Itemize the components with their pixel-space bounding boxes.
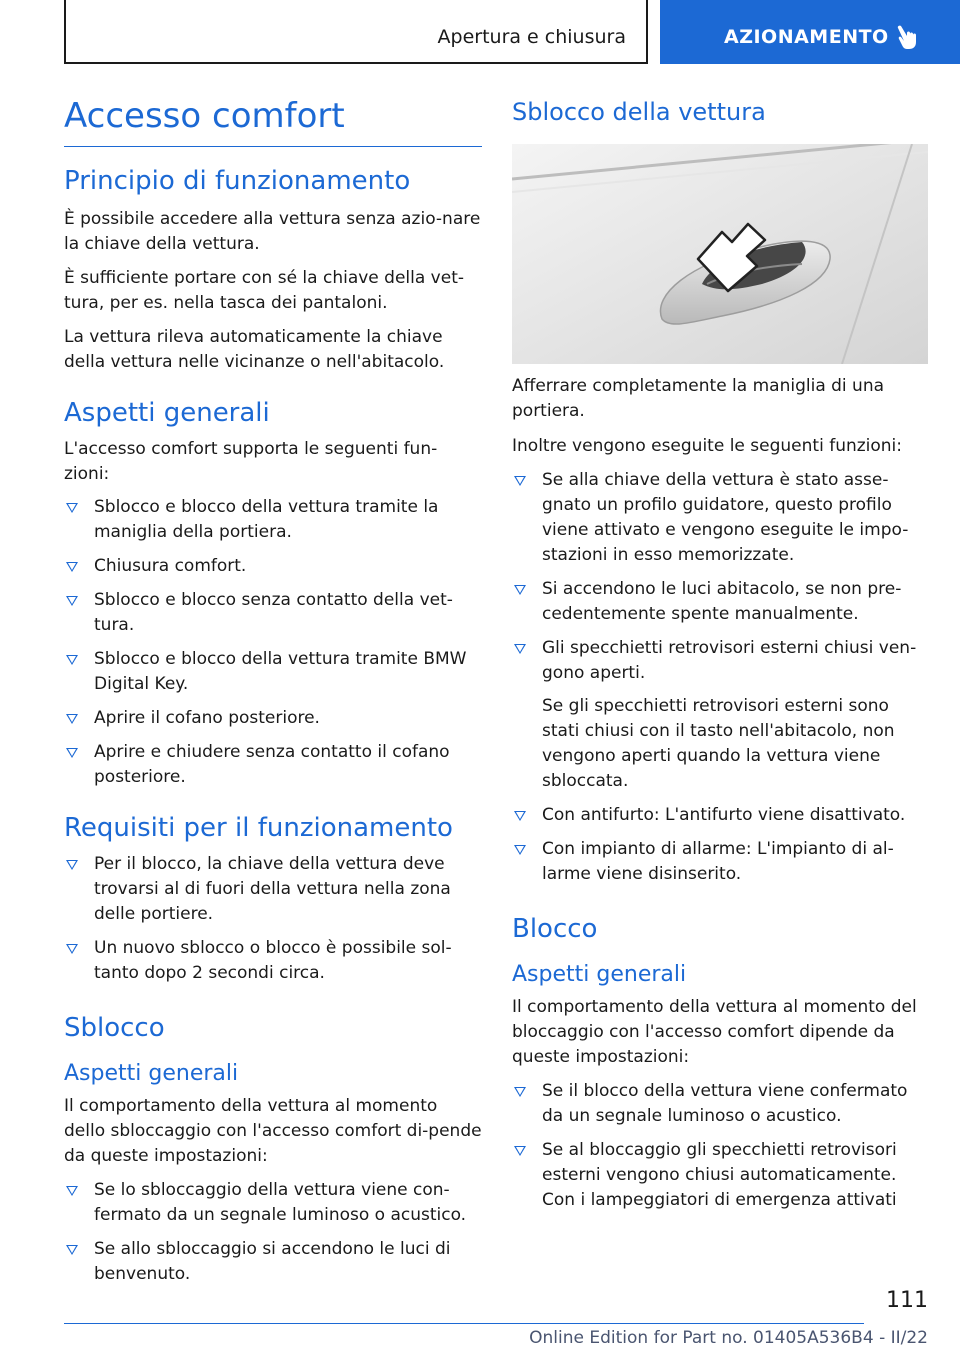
list-item: Aprire il cofano posteriore.	[64, 706, 482, 731]
header-section-box	[64, 0, 648, 64]
list-item: Se allo sbloccaggio si accendono le luci di benvenuto.	[64, 1237, 482, 1287]
list-item: Per il blocco, la chiave della vettura deve trovarsi al di fuori della vettura nella zona delle portiere.	[64, 852, 482, 927]
triangle-bullet-icon	[66, 655, 78, 665]
triangle-bullet-icon	[66, 748, 78, 758]
mirror-note: Se gli specchietti retrovisori esterni sono stati chiusi con il tasto nell'abitacolo, non vengono aperti quando la vettura viene sbloccata.	[542, 696, 895, 791]
list-item: Aprire e chiudere senza contatto il cofano posteriore.	[64, 740, 482, 790]
list-item: Gli specchietti retrovisori esterni chiusi ven-gono aperti.	[512, 636, 930, 686]
list-item: Se lo sbloccaggio della vettura viene con-fermato da un segnale luminoso o acustico.	[64, 1178, 482, 1228]
right-column	[512, 96, 930, 1213]
left-column	[64, 96, 482, 1287]
principle-paragraph-2: È sufficiente portare con sé la chiave della vet-tura, per es. nella tasca dei pantaloni.	[64, 268, 464, 313]
triangle-bullet-icon	[514, 1087, 526, 1097]
triangle-bullet-icon	[514, 811, 526, 821]
list-item: Se alla chiave della vettura è stato asse-gnato un profilo guidatore, questo profilo viene attivato e vengono eseguite le impo-stazioni in esso memorizzate.	[512, 468, 930, 568]
photo-caption: Afferrare completamente la maniglia di una portiera.	[512, 376, 885, 421]
lock-list	[512, 1079, 930, 1213]
lock-intro: Il comportamento della vettura al momento del bloccaggio con l'accesso comfort dipende da queste impostazioni:	[512, 997, 917, 1067]
triangle-bullet-icon	[66, 944, 78, 954]
list-item: Chiusura comfort.	[64, 554, 482, 579]
list-item: Si accendono le luci abitacolo, se non pre-cedentemente spente manualmente.	[512, 577, 930, 627]
general-intro: L'accesso comfort supporta le seguenti fun-zioni:	[64, 439, 438, 484]
lock-heading: Blocco	[512, 914, 598, 944]
page-number: 111	[886, 1288, 928, 1313]
unlock-subheading: Aspetti generali	[64, 1061, 239, 1086]
unlock-heading: Sblocco	[64, 1013, 165, 1043]
list-item: Con antifurto: L'antifurto viene disattivato.	[512, 803, 930, 828]
list-item: Con impianto di allarme: L'impianto di al-larme viene disinserito.	[512, 837, 930, 887]
features-list	[64, 495, 482, 790]
footer-divider	[64, 1323, 864, 1324]
triangle-bullet-icon	[66, 1245, 78, 1255]
triangle-bullet-icon	[66, 1186, 78, 1196]
unlock-list	[64, 1178, 482, 1287]
principle-heading: Principio di funzionamento	[64, 166, 411, 196]
list-item: Sblocco e blocco della vettura tramite la maniglia della portiera.	[64, 495, 482, 545]
unlock-vehicle-heading: Sblocco della vettura	[512, 98, 766, 126]
functions-list-2	[512, 803, 930, 887]
list-item: Se il blocco della vettura viene confermato da un segnale luminoso o acustico.	[512, 1079, 930, 1129]
page-title: Accesso comfort	[64, 96, 482, 147]
triangle-bullet-icon	[66, 860, 78, 870]
triangle-bullet-icon	[66, 714, 78, 724]
unlock-intro: Il comportamento della vettura al momento dello sbloccaggio con l'accesso comfort di-pende da queste impostazioni:	[64, 1096, 482, 1166]
functions-intro: Inoltre vengono eseguite le seguenti funzioni:	[512, 436, 903, 456]
list-item: Sblocco e blocco della vettura tramite BMW Digital Key.	[64, 647, 482, 697]
lock-subheading: Aspetti generali	[512, 962, 687, 987]
requirements-heading: Requisiti per il funzionamento	[64, 813, 453, 843]
triangle-bullet-icon	[66, 503, 78, 513]
triangle-bullet-icon	[514, 644, 526, 654]
requirements-list	[64, 852, 482, 986]
principle-paragraph-1: È possibile accedere alla vettura senza azio-nare la chiave della vettura.	[64, 209, 481, 254]
triangle-bullet-icon	[66, 562, 78, 572]
header-section-title: Apertura e chiusura	[437, 26, 626, 48]
principle-paragraph-3: La vettura rileva automaticamente la chiave della vettura nelle vicinanze o nell'abitacolo.	[64, 327, 445, 372]
triangle-bullet-icon	[514, 476, 526, 486]
general-heading: Aspetti generali	[64, 398, 270, 428]
header-chapter-title: AZIONAMENTO	[724, 26, 889, 48]
triangle-bullet-icon	[514, 585, 526, 595]
triangle-bullet-icon	[514, 845, 526, 855]
triangle-bullet-icon	[514, 1146, 526, 1156]
functions-list	[512, 468, 930, 686]
header-chapter-tab	[660, 0, 960, 64]
list-item: Se al bloccaggio gli specchietti retrovisori esterni vengono chiusi automaticamente. Con i lampeggiatori di emergenza attivati	[512, 1138, 930, 1213]
hand-pointing-icon	[894, 22, 924, 52]
list-item: Sblocco e blocco senza contatto della vet-tura.	[64, 588, 482, 638]
list-item: Un nuovo sblocco o blocco è possibile sol-tanto dopo 2 secondi circa.	[64, 936, 482, 986]
triangle-bullet-icon	[66, 596, 78, 606]
door-handle-image	[512, 144, 928, 364]
footer-edition: Online Edition for Part no. 01405A536B4 - II/22	[529, 1328, 928, 1348]
